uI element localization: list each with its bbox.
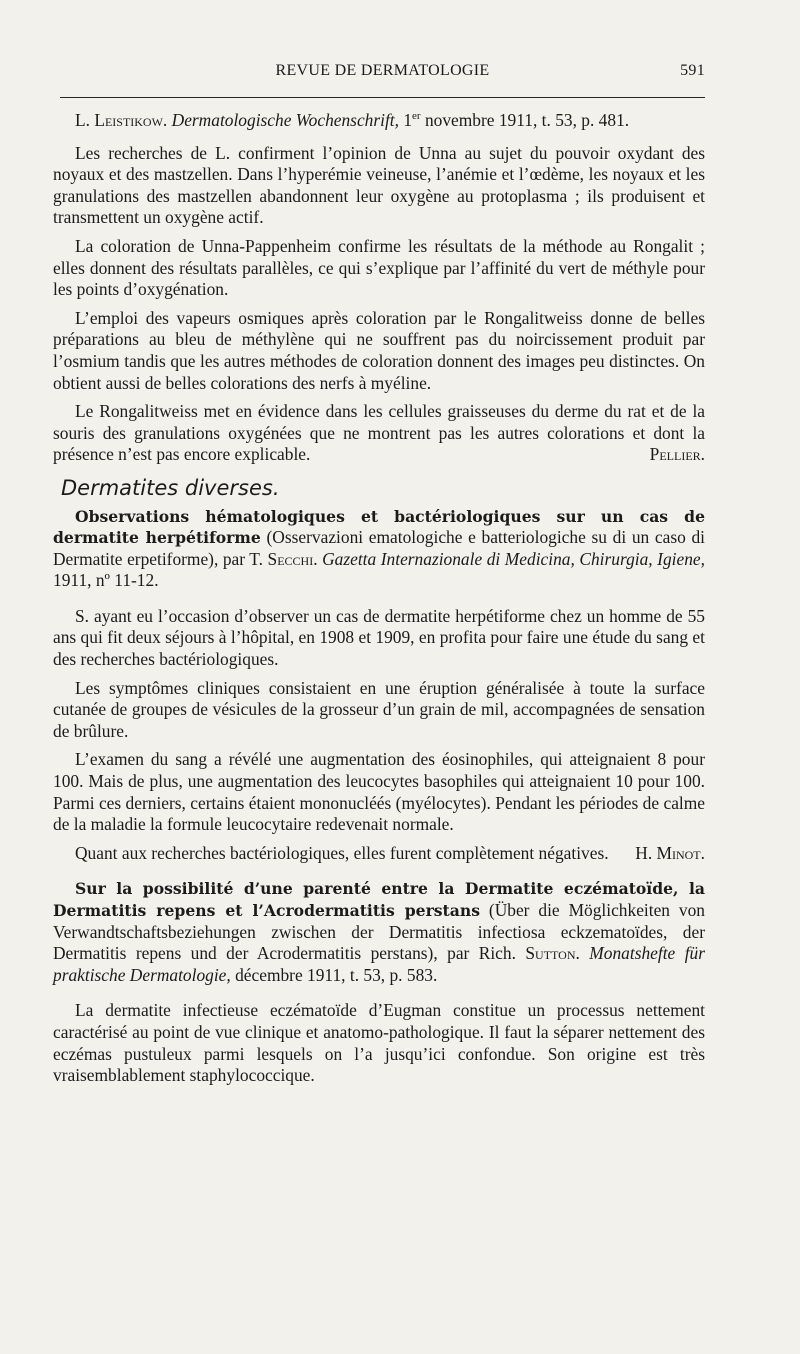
body-paragraph: Les recherches de L. confirment l’opinion de Unna au sujet du pouvoir oxydant des noyaux et des mastzellen. Dans l’hyperémie veineuse, l’anémie et l’œdème, les noyaux et les granulations des mastzellen abandonnent leur oxygène au protoplasma ; ils produisent et transmettent un oxygène actif.	[53, 142, 705, 228]
reference-journal: Dermatologische Wochenschrift,	[171, 110, 399, 130]
author-signature: H. Minot.	[635, 842, 705, 863]
article-heading	[53, 878, 705, 986]
article-details: décembre 1911, t. 53, p. 583.	[235, 964, 438, 985]
page-body	[53, 110, 705, 1087]
page-header	[60, 62, 705, 86]
article-author: Sutton.	[525, 943, 580, 964]
body-paragraph	[53, 843, 705, 865]
paragraph-text: Quant aux recherches bactériologiques, elles furent complètement négatives.	[75, 842, 609, 863]
article-journal: Gazetta Internazionale di Medicina, Chirurgia, Igiene,	[322, 548, 705, 569]
article-title: Sur la possibilité d’une parenté entre la Dermatite eczématoïde, la Dermatitis repens et l’Acrodermatitis perstans	[53, 879, 705, 920]
article-journal: Monatshefte für praktische Dermatologie,	[53, 943, 705, 985]
body-paragraph: La dermatite infectieuse eczématoïde d’Eugman constitue un processus nettement caractérisé au point de vue clinique et anatomo-pathologique. Il faut la séparer nettement des eczémas pustuleux parmi lesquels on l’a jusqu’ici confondue. Son origine est très vraisemblablement staphylococcique.	[53, 1000, 705, 1086]
body-paragraph	[53, 401, 705, 466]
bibliographic-reference	[53, 110, 705, 132]
running-title: REVUE DE DERMATOLOGIE	[275, 62, 490, 79]
body-paragraph: La coloration de Unna-Pappenheim confirme les résultats de la méthode au Rongalit ; elles donnent des résultats parallèles, ce qui s’explique par l’affinité du vert de méthyle pour les points d’oxygénation.	[53, 235, 705, 300]
body-paragraph: L’emploi des vapeurs osmiques après coloration par le Rongalitweiss donne de belles préparations au bleu de méthylène qui ne souffrent pas du noircissement produit par l’osmium tandis que les autres méthodes de coloration donnent des images peu distinctes. On obtient aussi de belles colorations des nerfs à myéline.	[53, 307, 705, 393]
paragraph-text: Le Rongalitweiss met en évidence dans les cellules graisseuses du derme du rat et de la souris des granulations oxygénées que ne montrent pas les autres colorations et dont la présence n’est pas encore explicable.	[53, 401, 705, 465]
body-paragraph: Les symptômes cliniques consistaient en une éruption généralisée à toute la surface cutanée de groupes de vésicules de la grosseur d’un grain de mil, accompagnées de sensation de brûlure.	[53, 677, 705, 741]
header-rule	[60, 97, 705, 98]
body-paragraph: S. ayant eu l’occasion d’observer un cas de dermatite herpétiforme chez un homme de 55 ans qui fit deux séjours à l’hôpital, en 1908 et 1909, en profita pour faire une étude du sang et des recherches bactériologiques.	[53, 605, 705, 670]
article-heading	[53, 506, 705, 592]
reference-date-superscript: er	[412, 110, 421, 123]
body-paragraph: L’examen du sang a révélé une augmentation des éosinophiles, qui atteignaient 8 pour 100. Mais de plus, une augmentation des leucocytes basophiles qui atteignaient 10 pour 100. Parmi ces derniers, certains étaient mononucléés (myélocytes). Pendant les périodes de calme de la maladie la formule leucocytaire redevenait normale.	[53, 749, 705, 835]
article-title: Observations hématologiques et bactériologiques sur un cas de dermatite herpétiforme	[53, 506, 705, 548]
author-signature: Pellier.	[649, 444, 705, 465]
article-details: 1911, nº 11-12.	[53, 570, 159, 591]
article-subtitle: (Über die Möglichkeiten von Verwandtschaftsbeziehungen zwischen der Dermatitis infectiosa eckzematoïdes, der Dermatitis repens und der Acrodermatitis perstans), par Rich.	[53, 900, 705, 964]
reference-author: L. Leistikow.	[75, 110, 168, 130]
article-subtitle: (Osservazioni ematologiche e batteriologiche su di un caso di Dermatite erpetiforme), par T.	[53, 527, 705, 569]
reference-date-day: 1	[403, 110, 413, 130]
reference-details: novembre 1911, t. 53, p. 481.	[424, 110, 630, 130]
page-number: 591	[680, 62, 705, 79]
article-author: Secchi.	[267, 548, 318, 569]
section-heading: Dermatites diverses.	[61, 475, 280, 500]
